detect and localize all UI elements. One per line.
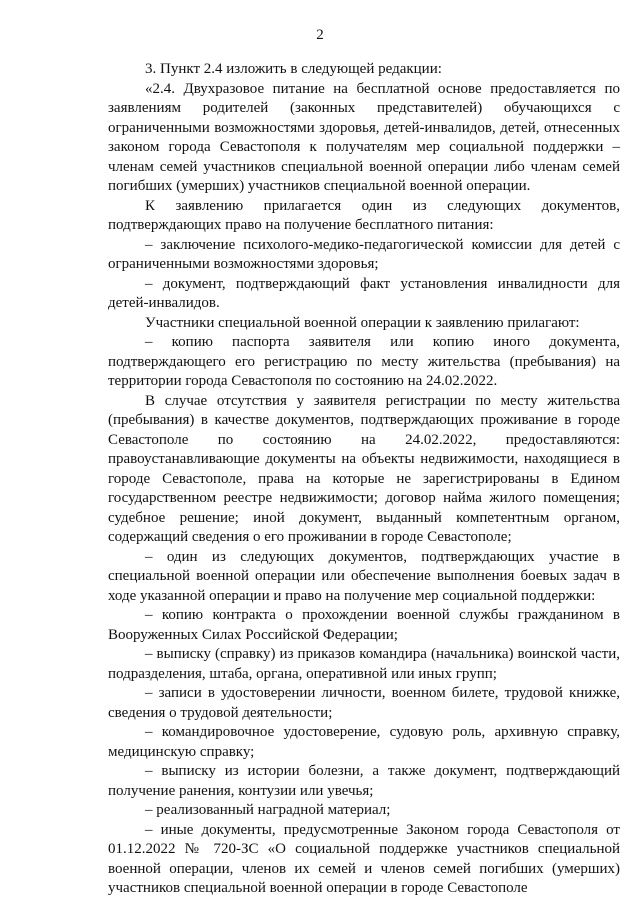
list-item-id-records: – записи в удостоверении личности, военном билете, трудовой книжке, сведения о трудовой деятельности; [108,685,620,721]
document-body [108,60,620,899]
list-item-other-documents: – иные документы, предусмотренные Законом города Севастополя от 01.12.2022 № 720-ЗС «О социальной поддержке участников специальной военной операции, членов их семей и членов семей погибших (умерших) участников специальной военной операции в городе Севастополе [108,821,620,896]
list-item-disability-document: – документ, подтверждающий факт установления инвалидности для детей-инвалидов. [108,275,620,311]
list-item-contract-copy: – копию контракта о прохождении военной службы гражданином в Вооруженных Силах Российской Федерации; [108,607,620,643]
list-item-medical-history: – выписку из истории болезни, а также документ, подтверждающий получение ранения, контузии или увечья; [108,763,620,799]
list-item-participation-documents: – один из следующих документов, подтверждающих участие в специальной военной операции или обеспечение выполнения боевых задач в ходе указанной операции и право на получение мер социальной поддержки: [108,548,620,604]
list-item-passport-copy: – копию паспорта заявителя или копию иного документа, подтверждающего его регистрацию по месту жительства (пребывания) на территории города Севастополя по состоянию на 24.02.2022. [108,334,620,389]
list-item-travel-certificate: – командировочное удостоверение, судовую роль, архивную справку, медицинскую справку; [108,724,620,760]
paragraph-2-4-intro: «2.4. Двухразовое питание на бесплатной основе предоставляется по заявлениям родителей (законных представителей) обучающихся с ограниченными возможностями здоровья, детей-инвалидов, детей, отнесенных законом города Севастополя к получателям мер социальной поддержки – членам семей участников специальной военной операции либо членам семей погибших (умерших) участников специальной военной операции. [108,80,620,194]
list-item-pmpk-conclusion: – заключение психолого-медико-педагогической комиссии для детей с ограниченными возможностями здоровья; [108,236,620,272]
paragraph-documents-intro: К заявлению прилагается один из следующих документов, подтверждающих право на получение бесплатного питания: [108,197,620,233]
page-number: 2 [316,27,324,43]
list-item-award-material: – реализованный наградной материал; [145,802,391,818]
paragraph-item-3-heading: 3. Пункт 2.4 изложить в следующей редакции: [145,61,442,77]
paragraph-no-registration: В случае отсутствия у заявителя регистрации по месту жительства (пребывания) в качестве документов, подтверждающих проживание в городе Севастополе по состоянию на 24.02.2022, предоставляются: правоустанавливающие документы на объекты недвижимости, находящиеся в городе Севастополе, права на которые не зарегистрированы в Едином государственном реестре недвижимости; договор найма жилого помещения; судебное решение; иной документ, выданный компетентным органом, содержащий сведения о его проживании в городе Севастополе; [108,392,620,545]
list-item-order-extract: – выписку (справку) из приказов командира (начальника) воинской части, подразделения, штаба, органа, оперативной или иных групп; [108,646,620,682]
paragraph-svo-participants-intro: Участники специальной военной операции к заявлению прилагают: [145,314,580,331]
